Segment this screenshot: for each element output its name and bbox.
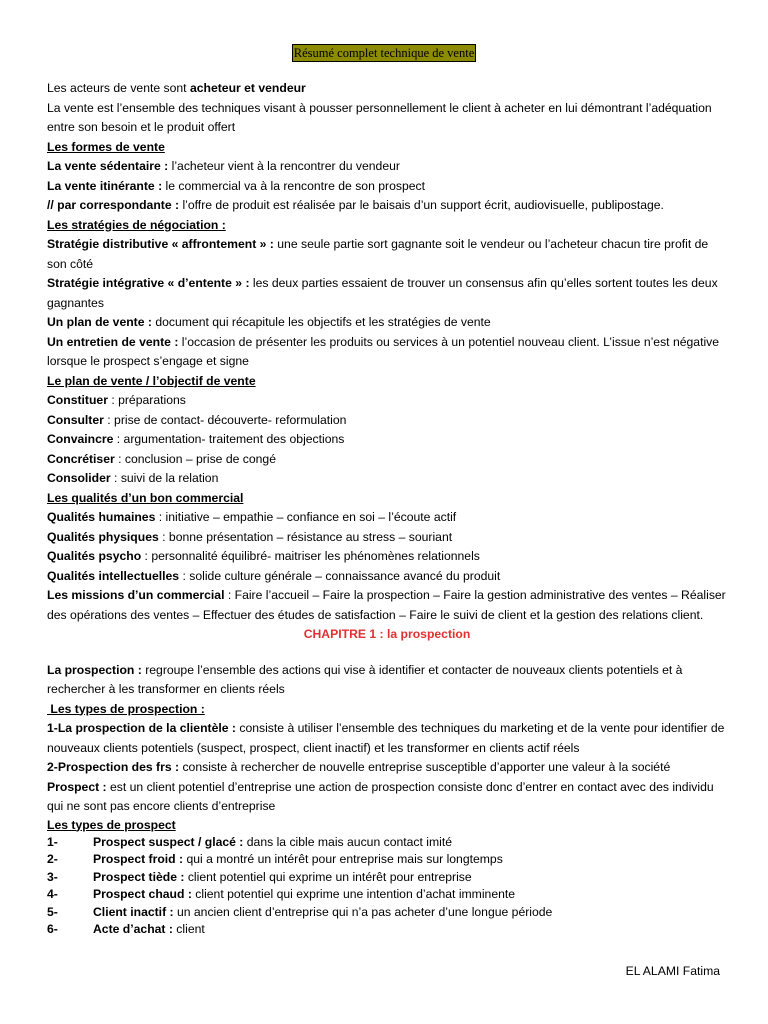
prospection-type: 2-Prospection des frs : consiste à rechercher de nouvelle entreprise susceptible d’apporter une valeur à la société	[47, 760, 671, 774]
prospection-type: 1-La prospection de la clientèle : consiste à utiliser l’ensemble des techniques du marketing et de la vente pour identifier de nouveaux clients potentiels (suspect, prospect, client inactif) et les transformer en clients actif réels	[47, 721, 725, 755]
footer-author: EL ALAMI Fatima	[625, 964, 720, 978]
document-body	[47, 79, 727, 939]
qualite-item: Qualités humaines : initiative – empathie – confiance en soi – l’écoute actif	[47, 510, 457, 524]
prospect-definition: Prospect : est un client potentiel d’entreprise une action de prospection consiste donc d’entrer en contact avec des individu qui ne sont pas encore clients d’entreprise	[47, 779, 714, 813]
qualite-item: Qualités physiques : bonne présentation – résistance au stress – souriant	[47, 529, 453, 544]
chapter-title: CHAPITRE 1 : la prospection	[303, 627, 471, 641]
heading-types-prospection: Les types de prospection :	[47, 701, 205, 716]
strategy-item: Stratégie distributive « affrontement » : une seule partie sort gagnante soit le vendeur ou l’acheteur chacun tire profit de son côté	[47, 237, 709, 271]
document-title: Résumé complet technique de vente	[293, 46, 475, 60]
title-wrap	[0, 44, 768, 62]
heading-plan: Le plan de vente / l’objectif de vente	[47, 373, 256, 388]
forme-item: La vente sédentaire : l’acheteur vient à la rencontrer du vendeur	[47, 159, 400, 173]
strategy-item: Un plan de vente : document qui récapitule les objectifs et les stratégies de vente	[47, 315, 491, 329]
heading-qualites: Les qualités d’un bon commercial	[47, 490, 244, 505]
qualite-item: Qualités psycho : personnalité équilibré- maitriser les phénomènes relationnels	[47, 549, 480, 563]
list-item: 4- Prospect chaud : client potentiel qui exprime une intention d’achat imminente	[47, 887, 516, 901]
forme-item: La vente itinérante : le commercial va à la rencontre de son prospect	[47, 178, 425, 193]
qualite-item: Qualités intellectuelles : solide culture générale – connaissance avancé du produit	[47, 568, 501, 583]
heading-formes: Les formes de vente	[47, 139, 165, 154]
intro-actors: Les acteurs de vente sont acheteur et vendeur	[47, 81, 306, 95]
prospect-types-list	[47, 834, 727, 939]
plan-item: Consulter : prise de contact- découverte- reformulation	[47, 412, 347, 427]
heading-types-prospect: Les types de prospect	[47, 817, 176, 832]
strategy-item: Stratégie intégrative « d’entente » : les deux parties essaient de trouver un consensus afin qu’elles sortent toutes les deux gagnantes	[47, 276, 718, 310]
forme-item: // par correspondante : l’offre de produit est réalisée par le baisais d’un support écrit, audiovisuelle, publipostage.	[47, 198, 664, 212]
list-item: 3- Prospect tiède : client potentiel qui exprime un intérêt pour entreprise	[47, 869, 472, 884]
list-item: 1- Prospect suspect / glacé : dans la cible mais aucun contact imité	[47, 834, 453, 849]
plan-item: Concrétiser : conclusion – prise de congé	[47, 451, 276, 466]
plan-item: Convaincre : argumentation- traitement des objections	[47, 432, 345, 446]
list-item: 2- Prospect froid : qui a montré un intérêt pour entreprise mais sur longtemps	[47, 852, 503, 866]
intro-definition: La vente est l’ensemble des techniques visant à pousser personnellement le client à acheter en lui démontrant l’adéquation entre son besoin et le produit offert	[47, 100, 712, 134]
list-item: 5- Client inactif : un ancien client d’entreprise qui n’a pas acheter d’une longue période	[47, 904, 553, 919]
spacer	[47, 645, 727, 661]
heading-strategies: Les stratégies de négociation :	[47, 217, 226, 232]
plan-item: Consolider : suivi de la relation	[47, 471, 219, 485]
qualite-item: Les missions d’un commercial : Faire l’accueil – Faire la prospection – Faire la gestion administrative des ventes – Réaliser des opérations des ventes – Effectuer des études de satisfaction – Faire le suivi de client et la gestion des relations client.	[47, 588, 726, 622]
list-item: 6- Acte d’achat : client	[47, 922, 205, 936]
prospection-definition: La prospection : regroupe l’ensemble des actions qui vise à identifier et contacter de nouveaux clients potentiels et à rechercher à les transformer en clients réels	[47, 662, 683, 696]
plan-item: Constituer : préparations	[47, 393, 186, 407]
strategy-item: Un entretien de vente : l’occasion de présenter les produits ou services à un potentiel nouveau client. L’issue n’est négative lorsque le prospect s’engage et signe	[47, 334, 720, 368]
